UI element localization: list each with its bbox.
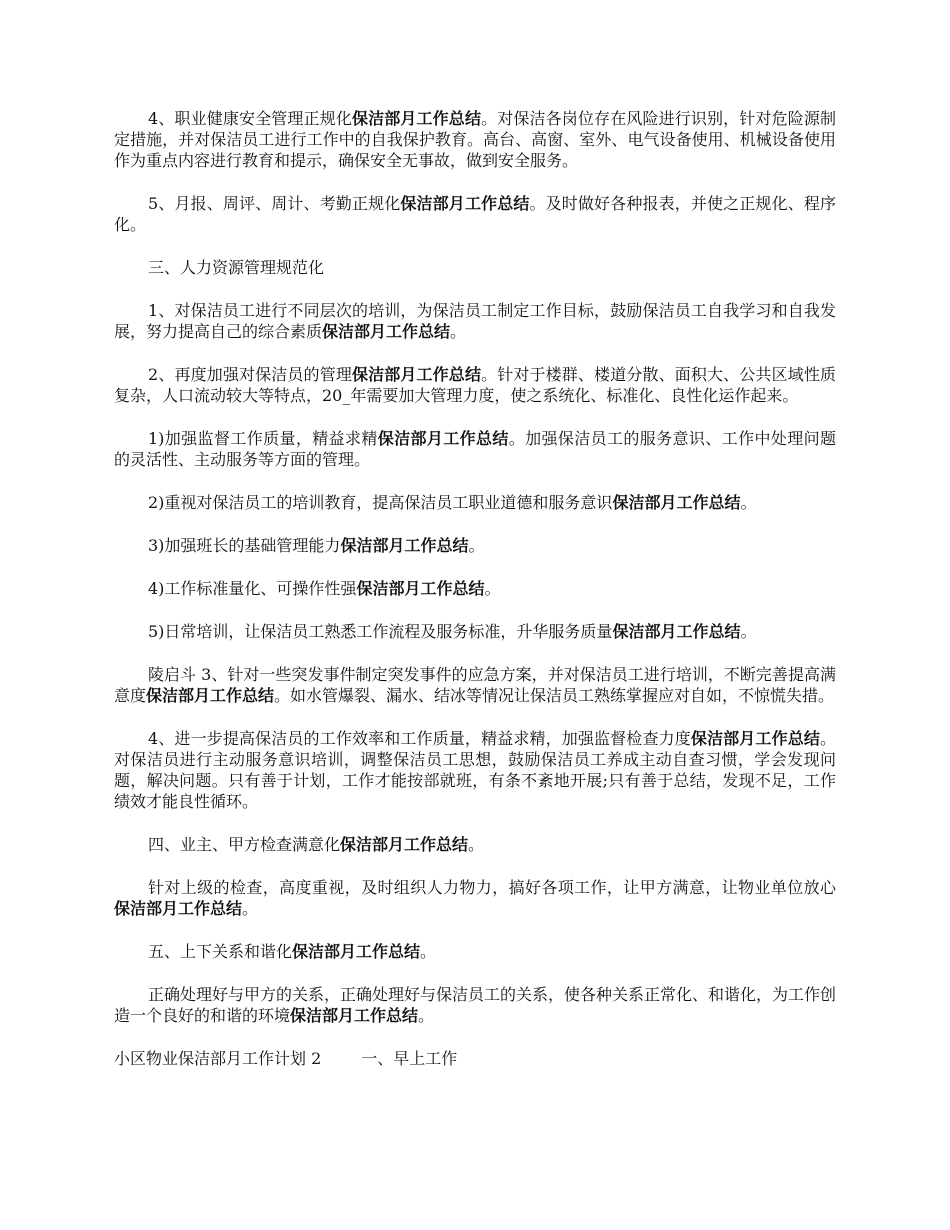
- paragraph: 5、月报、周评、周计、考勤正规化保洁部月工作总结。及时做好各种报表，并使之正规化、程序化。: [114, 194, 836, 234]
- paragraph: 4)工作标准量化、可操作性强保洁部月工作总结。: [148, 579, 501, 598]
- paragraph: 1、对保洁员工进行不同层次的培训，为保洁员工制定工作目标，鼓励保洁员工自我学习和自我发展，努力提高自己的综合素质保洁部月工作总结。: [114, 301, 836, 341]
- footer-line: [114, 1048, 836, 1069]
- section-heading: 五、上下关系和谐化保洁部月工作总结。: [148, 942, 437, 961]
- paragraph: 正确处理好与甲方的关系，正确处理好与保洁员工的关系，使各种关系正常化、和谐化，为工作创造一个良好的和谐的环境保洁部月工作总结。: [114, 985, 837, 1025]
- paragraph: 4、职业健康安全管理正规化保洁部月工作总结。对保洁各岗位存在风险进行识别，针对危险源制定措施，并对保洁员工进行工作中的自我保护教育。高台、高窗、室外、电气设备使用、机械设备使用作为重点内容进行教育和提示，确保安全无事故，做到安全服务。: [114, 109, 836, 170]
- document-body: [114, 108, 836, 1091]
- footer-subheading: 一、早上工作: [361, 1049, 458, 1068]
- paragraph: 2、再度加强对保洁员的管理保洁部月工作总结。针对于楼群、楼道分散、面积大、公共区域性质复杂，人口流动较大等特点，20_年需要加大管理力度，使之系统化、标准化、良性化运作起来。: [114, 365, 836, 405]
- paragraph: 3)加强班长的基础管理能力保洁部月工作总结。: [148, 536, 485, 555]
- paragraph: 5)日常培训，让保洁员工熟悉工作流程及服务标准，升华服务质量保洁部月工作总结。: [148, 622, 757, 641]
- paragraph: 2)重视对保洁员工的培训教育，提高保洁员工职业道德和服务意识保洁部月工作总结。: [148, 493, 757, 512]
- footer-title: 小区物业保洁部月工作计划 2: [114, 1049, 322, 1068]
- paragraph: 陵启斗 3、针对一些突发事件制定突发事件的应急方案，并对保洁员工进行培训，不断完善提高满意度保洁部月工作总结。如水管爆裂、漏水、结冰等情况让保洁员工熟练掌握应对自如，不惊慌失措。: [114, 665, 836, 705]
- section-heading: 四、业主、甲方检查满意化保洁部月工作总结。: [148, 835, 485, 854]
- section-heading: 三、人力资源管理规范化: [148, 258, 325, 277]
- paragraph: 4、进一步提高保洁员的工作效率和工作质量，精益求精，加强监督检查力度保洁部月工作总结。对保洁员进行主动服务意识培训，调整保洁员工思想，鼓励保洁员工养成主动自查习惯，学会发现问题，解决问题。只有善于计划，工作才能按部就班，有条不紊地开展;只有善于总结，发现不足，工作绩效才能良性循环。: [114, 729, 836, 811]
- paragraph: 1)加强监督工作质量，精益求精保洁部月工作总结。加强保洁员工的服务意识、工作中处理问题的灵活性、主动服务等方面的管理。: [114, 429, 836, 469]
- paragraph: 针对上级的检查，高度重视，及时组织人力物力，搞好各项工作，让甲方满意，让物业单位放心保洁部月工作总结。: [114, 878, 836, 918]
